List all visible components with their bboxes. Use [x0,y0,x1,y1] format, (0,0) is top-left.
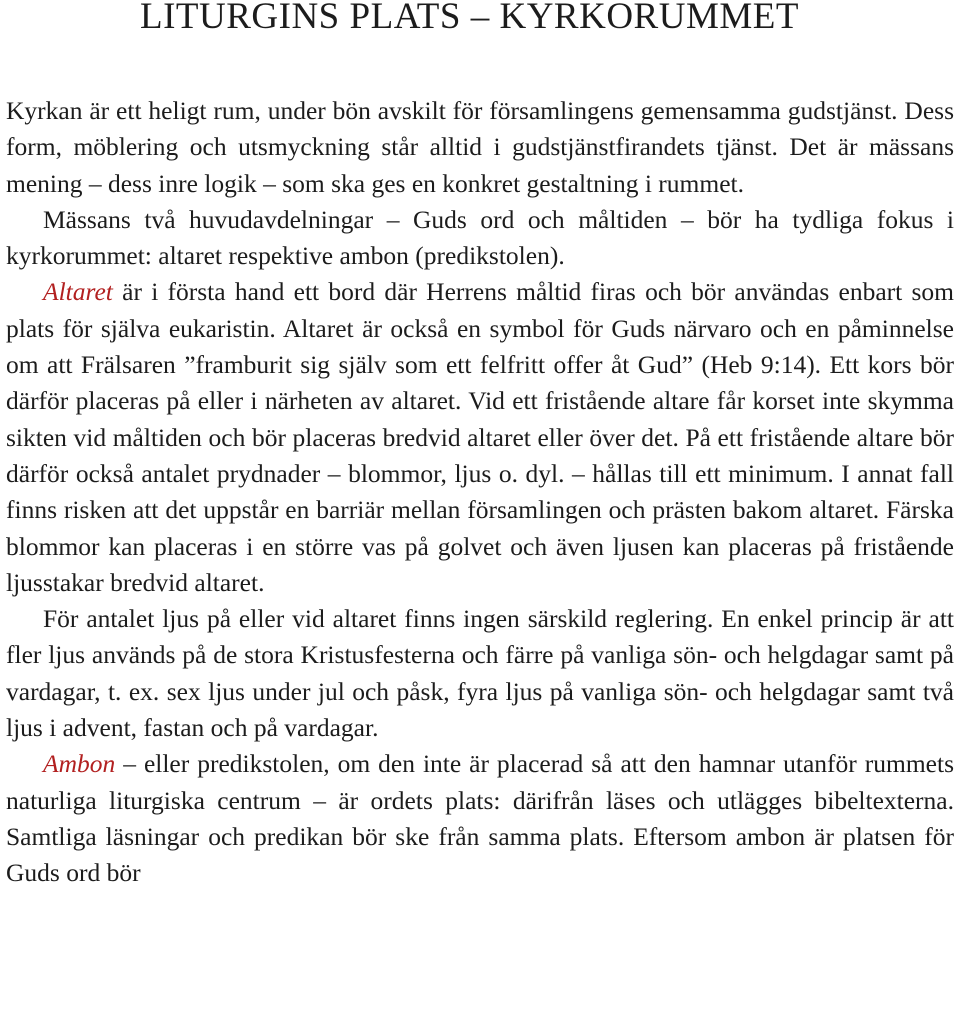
page-title: LITURGINS PLATS – KYRKORUMMET [140,0,799,37]
highlighted-term: Ambon [43,749,116,779]
paragraph-text: – eller predikstolen, om den inte är placerad så att den hamnar utanför rummets naturliga liturgiska centrum – är ordets plats: därifrån läses och utlägges bibeltexterna. Samtliga läsningar och predikan bör ske från samma plats. Eftersom ambon är platsen för Guds ord bör [6,749,954,888]
paragraph-text: är i första hand ett bord där Herrens måltid firas och bör användas enbart som plats för själva eukaristin. Altaret är också en symbol för Guds närvaro och en påminnelse om att Frälsaren ”framburit sig själv som ett felfritt offer åt Gud” (Heb 9:14). Ett kors bör därför placeras på eller i närheten av altaret. Vid ett fristående altare får korset inte skymma sikten vid måltiden och bör placeras bredvid altaret eller över det. På ett fristående altare bör därför också antalet prydnader – blommor, ljus o. dyl. – hållas till ett minimum. I annat fall finns risken att det uppstår en barriär mellan församlingen och prästen bakom altaret. Färska blommor kan placeras i en större vas på golvet och även ljusen kan placeras på fristående ljusstakar bredvid altaret. [6,277,954,597]
paragraph [6,746,954,891]
paragraph [6,274,954,601]
paragraph-text: Kyrkan är ett heligt rum, under bön avskilt för församlingens gemensamma gudstjänst. Dess form, möblering och utsmyckning står alltid i gudstjänstfirandets tjänst. Det är mässans mening – dess inre logik – som ska ges en konkret gestaltning i rummet. [6,96,954,198]
paragraph-text: Mässans två huvudavdelningar – Guds ord och måltiden – bör ha tydliga fokus i kyrkorummet: altaret respektive ambon (predikstolen). [6,204,954,271]
paragraph [6,202,954,275]
highlighted-term: Altaret [43,277,113,307]
paragraph-text: För antalet ljus på eller vid altaret finns ingen särskild reglering. En enkel princip är att fler ljus används på de stora Kristusfesterna och färre på vanliga sön- och helgdagar samt på vardagar, t. ex. sex ljus under jul och påsk, fyra ljus på vanliga sön- och helgdagar samt två ljus i advent, fastan och på vardagar. [6,604,954,743]
body-text [6,93,954,892]
paragraph [6,601,954,746]
paragraph [6,93,954,202]
